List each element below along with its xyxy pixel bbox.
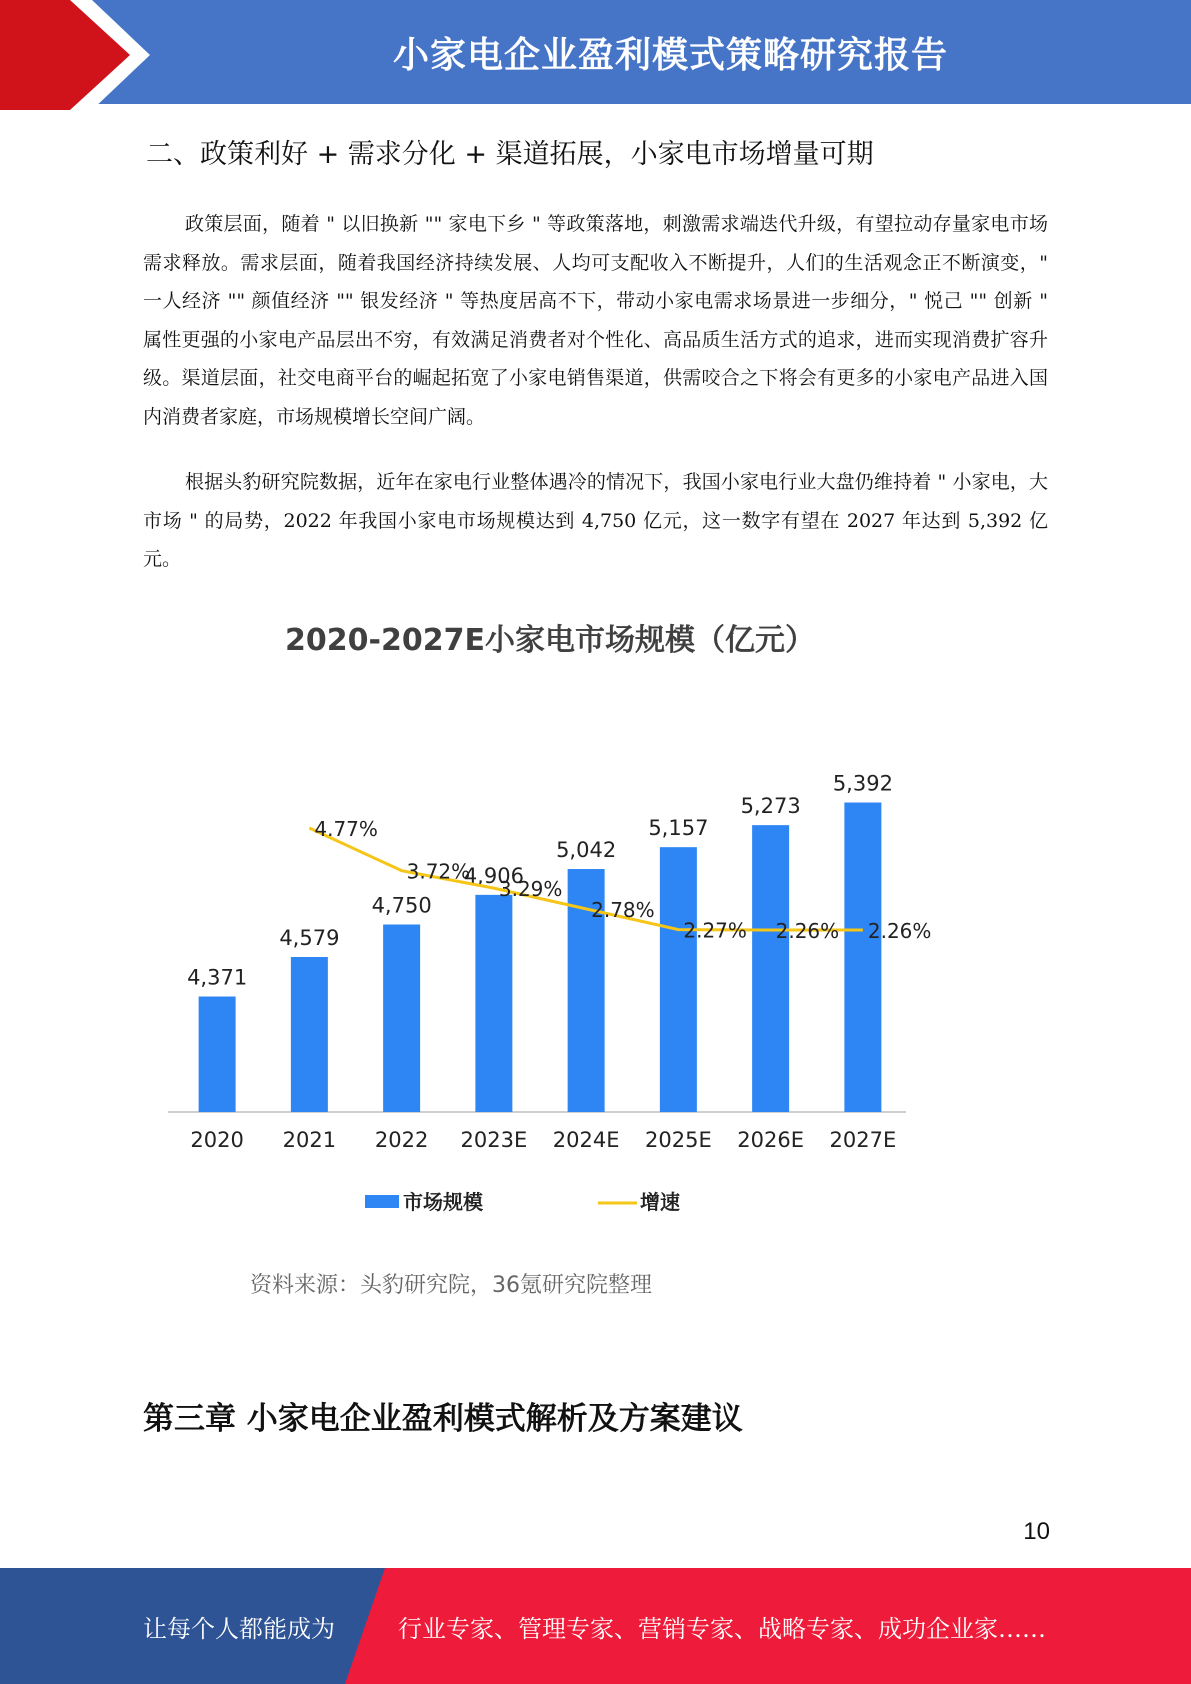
page-number: 10 — [1023, 1518, 1050, 1545]
bar-2023E — [475, 895, 512, 1112]
bar-2022 — [383, 925, 420, 1113]
bar-2025E — [660, 847, 697, 1112]
body-paragraph-2: 根据头豹研究院数据，近年在家电行业整体遇冷的情况下，我国小家电行业大盘仍维持着 " 小家电，大市场 " 的局势，2022 年我国小家电市场规模达到 4,750 亿元，这一数字有望在 2027 年达到 5,392 亿元。 — [143, 471, 1048, 570]
x-tick-label: 2024E — [552, 1128, 620, 1152]
bar-2020 — [199, 997, 236, 1112]
section-heading: 二、政策利好 + 需求分化 + 渠道拓展，小家电市场增量可期 — [146, 139, 874, 170]
x-tick-label: 2027E — [829, 1128, 897, 1152]
x-tick-label: 2025E — [645, 1128, 712, 1152]
growth-rate-label: 2.26% — [775, 919, 840, 943]
legend-swatch-market-size — [365, 1195, 399, 1208]
bar-value-label: 5,042 — [556, 838, 617, 863]
bar-value-label: 4,750 — [371, 893, 432, 918]
bar-2026E — [752, 825, 789, 1112]
legend-label-growth: 增速 — [640, 1190, 680, 1214]
growth-rate-label: 4.77% — [314, 817, 378, 841]
bar-value-label: 5,392 — [832, 771, 893, 796]
growth-rate-label: 3.72% — [406, 859, 471, 884]
growth-rate-label: 2.27% — [683, 918, 747, 943]
bar-2027E — [844, 803, 881, 1112]
growth-rate-label: 3.29% — [498, 877, 563, 902]
chart-source: 资料来源：头豹研究院，36氪研究院整理 — [250, 1273, 652, 1298]
growth-rate-label: 2.26% — [867, 919, 932, 943]
bar-value-label: 4,371 — [187, 965, 248, 990]
footer-slogan-left: 让每个人都能成为 — [143, 1614, 335, 1643]
x-tick-label: 2020 — [190, 1128, 244, 1152]
x-tick-label: 2026E — [737, 1128, 804, 1152]
page-footer — [0, 1568, 1191, 1684]
bar-value-label: 4,579 — [279, 925, 340, 950]
footer-slogan-right: 行业专家、管理专家、营销专家、战略专家、成功企业家…… — [398, 1614, 1046, 1643]
chapter-heading: 第三章 小家电企业盈利模式解析及方案建议 — [143, 1401, 743, 1437]
bar-value-label: 5,157 — [648, 816, 709, 841]
chart-title: 2020-2027E小家电市场规模（亿元） — [285, 623, 815, 658]
legend-label-market-size: 市场规模 — [403, 1190, 483, 1214]
x-tick-label: 2021 — [282, 1128, 337, 1152]
x-tick-label: 2023E — [460, 1128, 528, 1152]
bar-value-label: 4,906 — [463, 863, 524, 888]
bar-2021 — [291, 957, 328, 1112]
bar-value-label: 5,273 — [740, 794, 801, 819]
body-paragraph-1: 政策层面，随着 " 以旧换新 "" 家电下乡 " 等政策落地，刺激需求端迭代升级，有望拉动存量家电市场需求释放。需求层面，随着我国经济持续发展、人均可支配收入不断提升，人们的生活观念正不断演变，" 一人经济 "" 颜值经济 "" 银发经济 " 等热度居高不下，带动小家电需求场景进一步细分，" 悦己 "" 创新 " 属性更强的小家电产品层出不穷，有效满足消费者对个性化、高品质生活方式的追求，进而实现消费扩容升级。渠道层面，社交电商平台的崛起拓宽了小家电销售渠道，供需咬合之下将会有更多的小家电产品进入国内消费者家庭，市场规模增长空间广阔。 — [143, 213, 1048, 428]
page-header — [0, 0, 1191, 110]
chart-plot — [150, 600, 950, 1260]
market-size-chart — [150, 600, 950, 1320]
x-tick-label: 2022 — [374, 1128, 429, 1152]
header-title: 小家电企业盈利模式策略研究报告 — [392, 34, 948, 76]
growth-rate-label: 2.78% — [591, 897, 655, 922]
